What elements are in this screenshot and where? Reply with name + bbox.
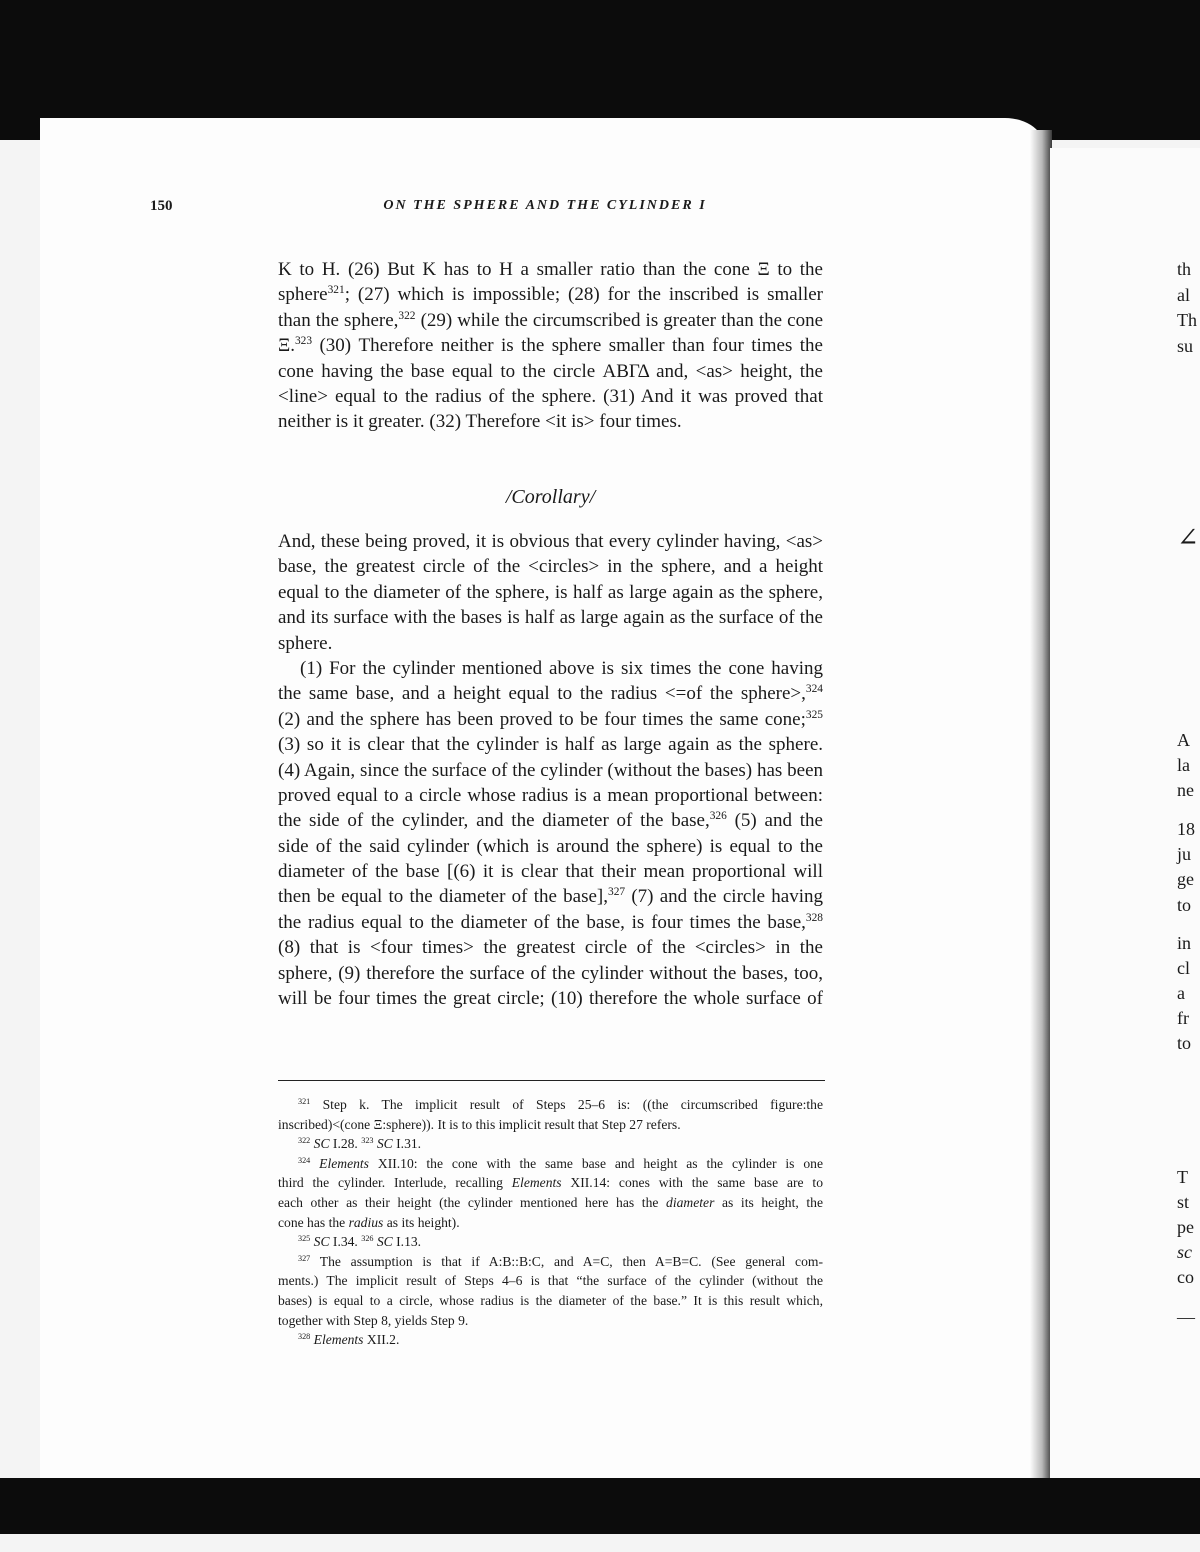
text-run: XII.14: cones with the same base are to: [561, 1175, 823, 1191]
text-run: inscribed)<(cone Ξ:sphere)). It is to this implicit result that Step 27 refers.: [278, 1116, 681, 1132]
footnote-ref: 322: [298, 1136, 311, 1146]
book-spine: [1030, 130, 1052, 1480]
text-run: ; (27) which is impossible; (28) for the inscribed is smaller: [344, 284, 823, 306]
facing-page-fragment: th: [1177, 259, 1192, 279]
text-run: cone having the base equal to the circle ΑΒΓΔ and, <as> height, the: [278, 360, 823, 382]
footnote-ref: 326: [709, 810, 727, 823]
running-title: ON THE SPHERE AND THE CYLINDER I: [383, 198, 707, 213]
scan-bottom-border: [0, 1478, 1200, 1534]
text-line: [278, 758, 823, 783]
italic-run: SC: [376, 1136, 393, 1152]
text-run: sphere.: [278, 632, 333, 654]
text-run: (30) Therefore neither is the sphere smaller than four times the: [312, 335, 823, 357]
footnote-ref: 326: [361, 1234, 374, 1244]
text-run: proved equal to a circle whose radius is a mean proportional between:: [278, 784, 823, 806]
facing-page-fragment: Th: [1177, 310, 1197, 330]
text-line: [278, 554, 823, 579]
text-line: [278, 1252, 823, 1272]
text-run: (29) while the circumscribed is greater than the cone: [415, 309, 824, 331]
facing-page-fragment: to: [1177, 1033, 1192, 1053]
text-run: XII.10: the cone with the same base and height as the cylinder is one: [368, 1155, 823, 1171]
facing-page-fragment: 18: [1177, 819, 1195, 839]
text-line: [278, 935, 823, 960]
facing-page-fragment: su: [1177, 336, 1194, 356]
text-line: [278, 282, 823, 307]
text-line: [278, 681, 823, 706]
text-line: [278, 884, 823, 909]
footnote-ref: 321: [298, 1097, 311, 1107]
text-run: together with Step 8, yields Step 9.: [278, 1312, 469, 1328]
text-run: Step k. The implicit result of Steps 25–6 is: ((the circumscribed figure:the: [310, 1097, 823, 1112]
footnote-ref: 324: [805, 683, 823, 696]
text-line: [278, 257, 823, 282]
text-line: [278, 605, 823, 630]
italic-run: Elements: [313, 1332, 364, 1348]
text-line: [278, 808, 823, 833]
text-run: equal to the diameter of the sphere, is half as large again as the sphere,: [278, 581, 823, 603]
text-line: [278, 359, 823, 384]
proof-text: [278, 257, 823, 435]
footnotes: [278, 1095, 823, 1350]
footnote-ref: 321: [327, 284, 345, 297]
text-run: cone has the: [278, 1214, 349, 1230]
text-run: sphere, (9) therefore the surface of the cylinder without the bases, too,: [278, 962, 823, 984]
text-line: [278, 910, 823, 935]
footnote-ref: 327: [608, 886, 626, 899]
facing-page-fragment: cl: [1177, 958, 1190, 978]
text-run: then be equal to the diameter of the base],: [278, 886, 609, 908]
text-line: [278, 656, 823, 681]
text-run: And, these being proved, it is obvious that every cylinder having, <as>: [278, 531, 823, 552]
facing-page-fragment: T: [1177, 1167, 1188, 1187]
footnote-ref: 328: [298, 1332, 311, 1342]
text-run: Ξ.: [278, 335, 295, 357]
text-line: [278, 1173, 823, 1193]
text-run: diameter of the base [(6) it is clear that their mean proportional will: [278, 861, 823, 883]
text-run: I.31.: [392, 1136, 422, 1152]
footnote-ref: 325: [298, 1234, 311, 1244]
text-line: [278, 1095, 823, 1115]
text-run: the same base, and a height equal to the radius <=of the sphere>,: [278, 683, 806, 705]
text-line: [278, 580, 823, 605]
text-line: [278, 1154, 823, 1174]
text-run: and its surface with the bases is half as large again as the surface of the: [278, 607, 823, 629]
text-run: (1) For the cylinder mentioned above is six times the cone having: [300, 657, 823, 679]
text-run: bases) is equal to a circle, whose radius is the diameter of the base.” It is this result which,: [278, 1292, 823, 1308]
text-run: than the sphere,: [278, 309, 399, 331]
footnote-ref: 325: [805, 708, 823, 721]
text-run: (5) and the: [726, 810, 823, 832]
footnote-ref: 324: [298, 1155, 311, 1165]
text-line: [278, 1232, 823, 1252]
facing-page-fragment: co: [1177, 1267, 1194, 1287]
text-run: I.28.: [329, 1136, 362, 1152]
text-run: (8) that is <four times> the greatest circle of the <circles> in the: [278, 937, 823, 959]
facing-page-fragment: a: [1177, 983, 1185, 1003]
italic-run: Elements: [511, 1175, 562, 1191]
text-run: [310, 1156, 319, 1171]
text-line: [278, 529, 823, 554]
facing-page-fragment: ∠: [1177, 523, 1199, 552]
facing-page-fragment: la: [1177, 755, 1190, 775]
text-line: [278, 308, 823, 333]
text-run: K to H. (26) But K has to H a smaller ratio than the cone Ξ to the: [278, 259, 823, 280]
text-run: will be four times the great circle; (10) therefore the whole surface of: [278, 988, 823, 1010]
text-line: [278, 1213, 823, 1233]
italic-run: diameter: [666, 1194, 715, 1210]
facing-page-fragment: ne: [1177, 780, 1194, 800]
text-line: [278, 707, 823, 732]
section-heading: /Corollary/: [505, 486, 596, 508]
italic-run: Elements: [319, 1155, 369, 1171]
text-line: [278, 1291, 823, 1311]
text-run: the side of the cylinder, and the diameter of the base,: [278, 810, 710, 832]
text-line: [278, 1330, 823, 1350]
facing-page-fragment: in: [1177, 933, 1192, 953]
footnote-ref: 327: [298, 1253, 311, 1263]
facing-page-fragment: ge: [1177, 869, 1194, 889]
facing-page-fragment: fr: [1177, 1008, 1189, 1028]
text-run: <line> equal to the radius of the sphere. (31) And it was proved that: [278, 385, 823, 407]
italic-run: radius: [348, 1214, 384, 1230]
facing-page-fragment: ju: [1177, 844, 1192, 864]
text-run: (2) and the sphere has been proved to be four times the same cone;: [278, 708, 806, 730]
text-run: XII.2.: [363, 1332, 400, 1348]
text-line: [278, 631, 823, 656]
facing-page-fragment: sc: [1177, 1242, 1192, 1262]
footnote-ref: 322: [398, 309, 416, 322]
page-number: 150: [150, 198, 173, 214]
text-line: [278, 859, 823, 884]
text-line: [278, 834, 823, 859]
text-line: [278, 409, 823, 434]
text-line: [278, 1115, 823, 1135]
italic-run: SC: [313, 1234, 330, 1250]
text-line: [278, 732, 823, 757]
facing-page-fragment: al: [1177, 285, 1190, 305]
footnote-ref: 323: [294, 335, 313, 348]
text-run: I.34.: [329, 1234, 362, 1250]
footnote-rule: [278, 1080, 825, 1081]
facing-page-fragment: —: [1177, 1307, 1195, 1327]
text-line: [278, 961, 823, 986]
text-line: [278, 1271, 823, 1291]
text-line: [278, 384, 823, 409]
facing-page-fragment: A: [1177, 730, 1190, 750]
text-line: [278, 986, 823, 1011]
text-line: [278, 333, 823, 358]
facing-page-fragment: st: [1177, 1192, 1190, 1212]
text-run: third the cylinder. Interlude, recalling: [278, 1175, 512, 1191]
footnote-ref: 323: [361, 1136, 374, 1146]
text-run: as its height, the: [714, 1194, 823, 1210]
text-run: sphere: [278, 284, 328, 306]
italic-run: SC: [376, 1234, 393, 1250]
text-line: [278, 783, 823, 808]
text-run: (4) Again, since the surface of the cylinder (without the bases) has been: [278, 759, 823, 781]
facing-page-fragment: pe: [1177, 1217, 1194, 1237]
text-line: [278, 1193, 823, 1213]
italic-run: SC: [313, 1136, 330, 1152]
text-run: the radius equal to the diameter of the base, is four times the base,: [278, 911, 806, 933]
text-run: base, the greatest circle of the <circles> in the sphere, and a height: [278, 556, 823, 578]
text-line: [278, 1134, 823, 1154]
text-run: ments.) The implicit result of Steps 4–6 is that “the surface of the cylinder (without the: [278, 1273, 823, 1289]
text-run: neither is it greater. (32) Therefore <it is> four times.: [278, 411, 682, 433]
corollary-text: [278, 529, 823, 1011]
facing-page-fragment: to: [1177, 895, 1192, 915]
text-line: [278, 1311, 823, 1331]
text-run: side of the said cylinder (which is around the sphere) is equal to the: [278, 835, 823, 857]
text-run: The assumption is that if A:B::B:C, and A=C, then A=B=C. (See general com-: [310, 1253, 823, 1269]
text-run: each other as their height (the cylinder mentioned here has the: [278, 1194, 667, 1210]
text-run: I.13.: [392, 1234, 422, 1250]
text-run: (3) so it is clear that the cylinder is half as large again as the sphere.: [278, 734, 823, 756]
text-run: as its height).: [383, 1214, 460, 1230]
text-run: (7) and the circle having: [625, 886, 823, 908]
footnote-ref: 328: [805, 912, 823, 925]
